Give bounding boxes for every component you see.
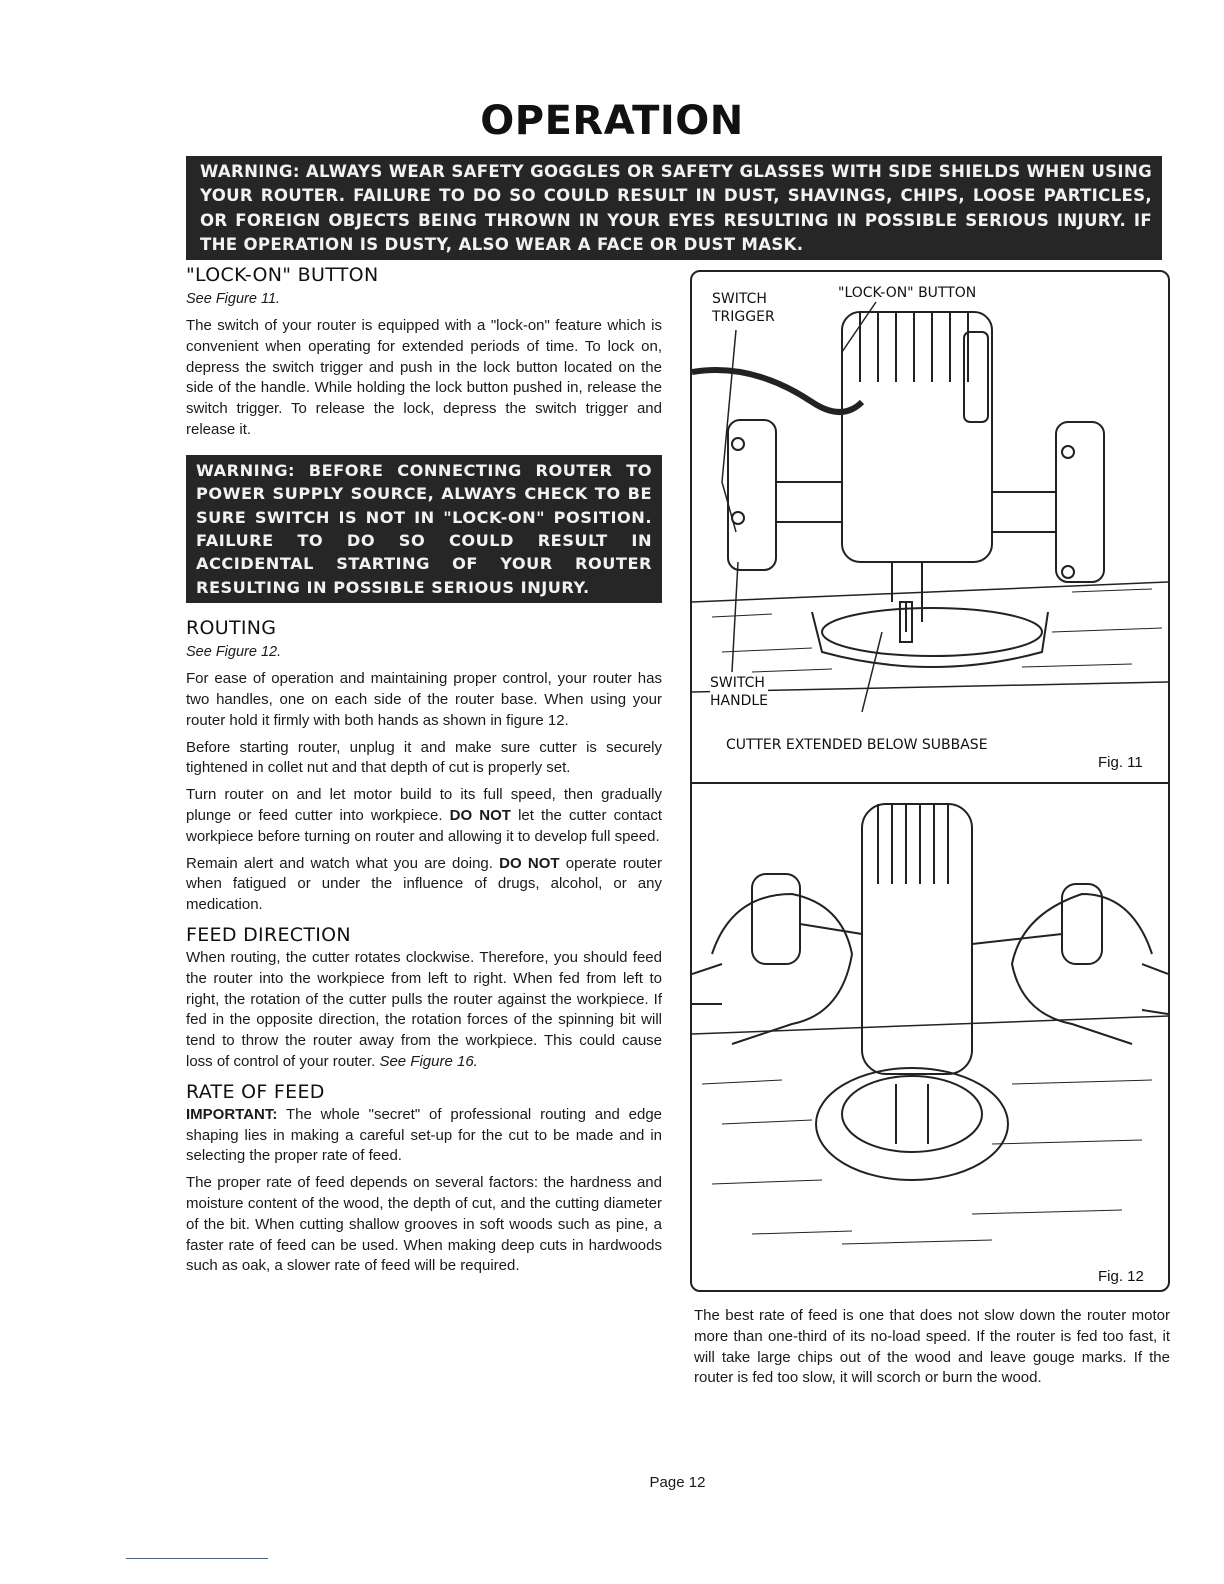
left-column: [186, 262, 662, 1283]
lockon-see-figure: See Figure 11.: [186, 291, 281, 307]
lockon-warning-box: WARNING: BEFORE CONNECTING ROUTER TO POWER SUPPLY SOURCE, ALWAYS CHECK TO BE SURE SWITCH IS NOT IN "LOCK-ON" POSITION. FAILURE TO DO SO COULD RESULT IN ACCIDENTAL STARTING OF YOUR ROUTER RESULTING IN POSSIBLE SERIOUS INJURY.: [186, 455, 662, 603]
router-illustration-fig12: [692, 784, 1168, 1292]
label-cutter-extended: CUTTER EXTENDED BELOW SUBBASE: [726, 737, 988, 753]
right-column: [694, 1306, 1170, 1395]
rate-of-feed-p2: The proper rate of feed depends on several factors: the hardness and moisture content of the wood, the depth of cut, and the cutting diameter of the bit. When cutting shallow grooves in soft woods such as pine, a faster rate of feed can be used. When making deep cuts in hardwoods such as oak, a slower rate of feed will be required.: [186, 1174, 662, 1275]
label-switch-trigger: SWITCH TRIGGER: [712, 291, 775, 325]
fig12-caption: Fig. 12: [1098, 1268, 1144, 1285]
page-title: OPERATION: [480, 98, 744, 144]
label-switch-handle: SWITCH HANDLE: [710, 675, 769, 709]
label-lockon-button: "LOCK-ON" BUTTON: [838, 285, 977, 301]
fig11-caption: Fig. 11: [1098, 754, 1143, 771]
routing-see-figure: See Figure 12.: [186, 644, 282, 661]
lockon-heading: "LOCK-ON" BUTTON: [186, 264, 379, 286]
lockon-body: The switch of your router is equipped with a "lock-on" feature which is convenient when operating for extended periods of time. To lock on, depress the switch trigger and push in the lock button located on the side of the handle. While holding the lock button pushed in, release the switch trigger. To release the lock, depress the switch trigger and release it.: [186, 317, 662, 438]
rate-of-feed-important: IMPORTANT: The whole "secret" of professional routing and edge shaping lies in making a careful set-up for the cut to be made and in selecting the proper rate of feed.: [186, 1105, 663, 1165]
rate-of-feed-p3: The best rate of feed is one that does not slow down the router motor more than one-third of its no-load speed. If the router is fed too fast, it will take large chips out of the wood and leave gouge marks. If the router is fed too slow, it will scorch or burn the wood.: [694, 1307, 1170, 1387]
feed-direction-body: When routing, the cutter rotates clockwise. Therefore, you should feed the router into the workpiece from left to right. When fed from left to right, the rotation of the cutter pulls the router against the workpiece. If fed in the opposite direction, the rotation forces of the spinning bit will tend to throw the router away from the workpiece. This could cause loss of control of your router. See Figure 16.: [186, 948, 662, 1070]
routing-p3: Turn router on and let motor build to its full speed, then gradually plunge or feed cutter into workpiece. DO NOT let the cutter contact workpiece before turning on router and allowing it to develop full speed.: [186, 786, 662, 845]
footer-rule: [126, 1558, 268, 1559]
routing-p2: Before starting router, unplug it and make sure cutter is securely tightened in collet nut and that depth of cut is properly set.: [186, 738, 662, 777]
feed-direction-heading: FEED DIRECTION: [186, 923, 351, 946]
safety-warning-banner: WARNING: ALWAYS WEAR SAFETY GOGGLES OR SAFETY GLASSES WITH SIDE SHIELDS WHEN USING YOUR ROUTER. FAILURE TO DO SO COULD RESULT IN DUST, SHAVINGS, CHIPS, LOOSE PARTICLES, OR FOREIGN OBJECTS BEING THROWN IN YOUR EYES RESULTING IN POSSIBLE SERIOUS INJURY. IF THE OPERATION IS DUSTY, ALSO WEAR A FACE OR DUST MASK.: [186, 156, 1162, 260]
rate-of-feed-heading: RATE OF FEED: [186, 1080, 325, 1103]
routing-p4: Remain alert and watch what you are doing. DO NOT operate router when fatigued or under the influence of drugs, alcohol, or any medication.: [186, 854, 663, 914]
figure-frame: [690, 270, 1170, 1292]
page-number: Page 12: [649, 1474, 706, 1491]
routing-heading: ROUTING: [186, 617, 277, 640]
routing-p1: For ease of operation and maintaining proper control, your router has two handles, one on each side of the router base. When using your router hold it firmly with both hands as shown in figure 12.: [186, 670, 662, 729]
